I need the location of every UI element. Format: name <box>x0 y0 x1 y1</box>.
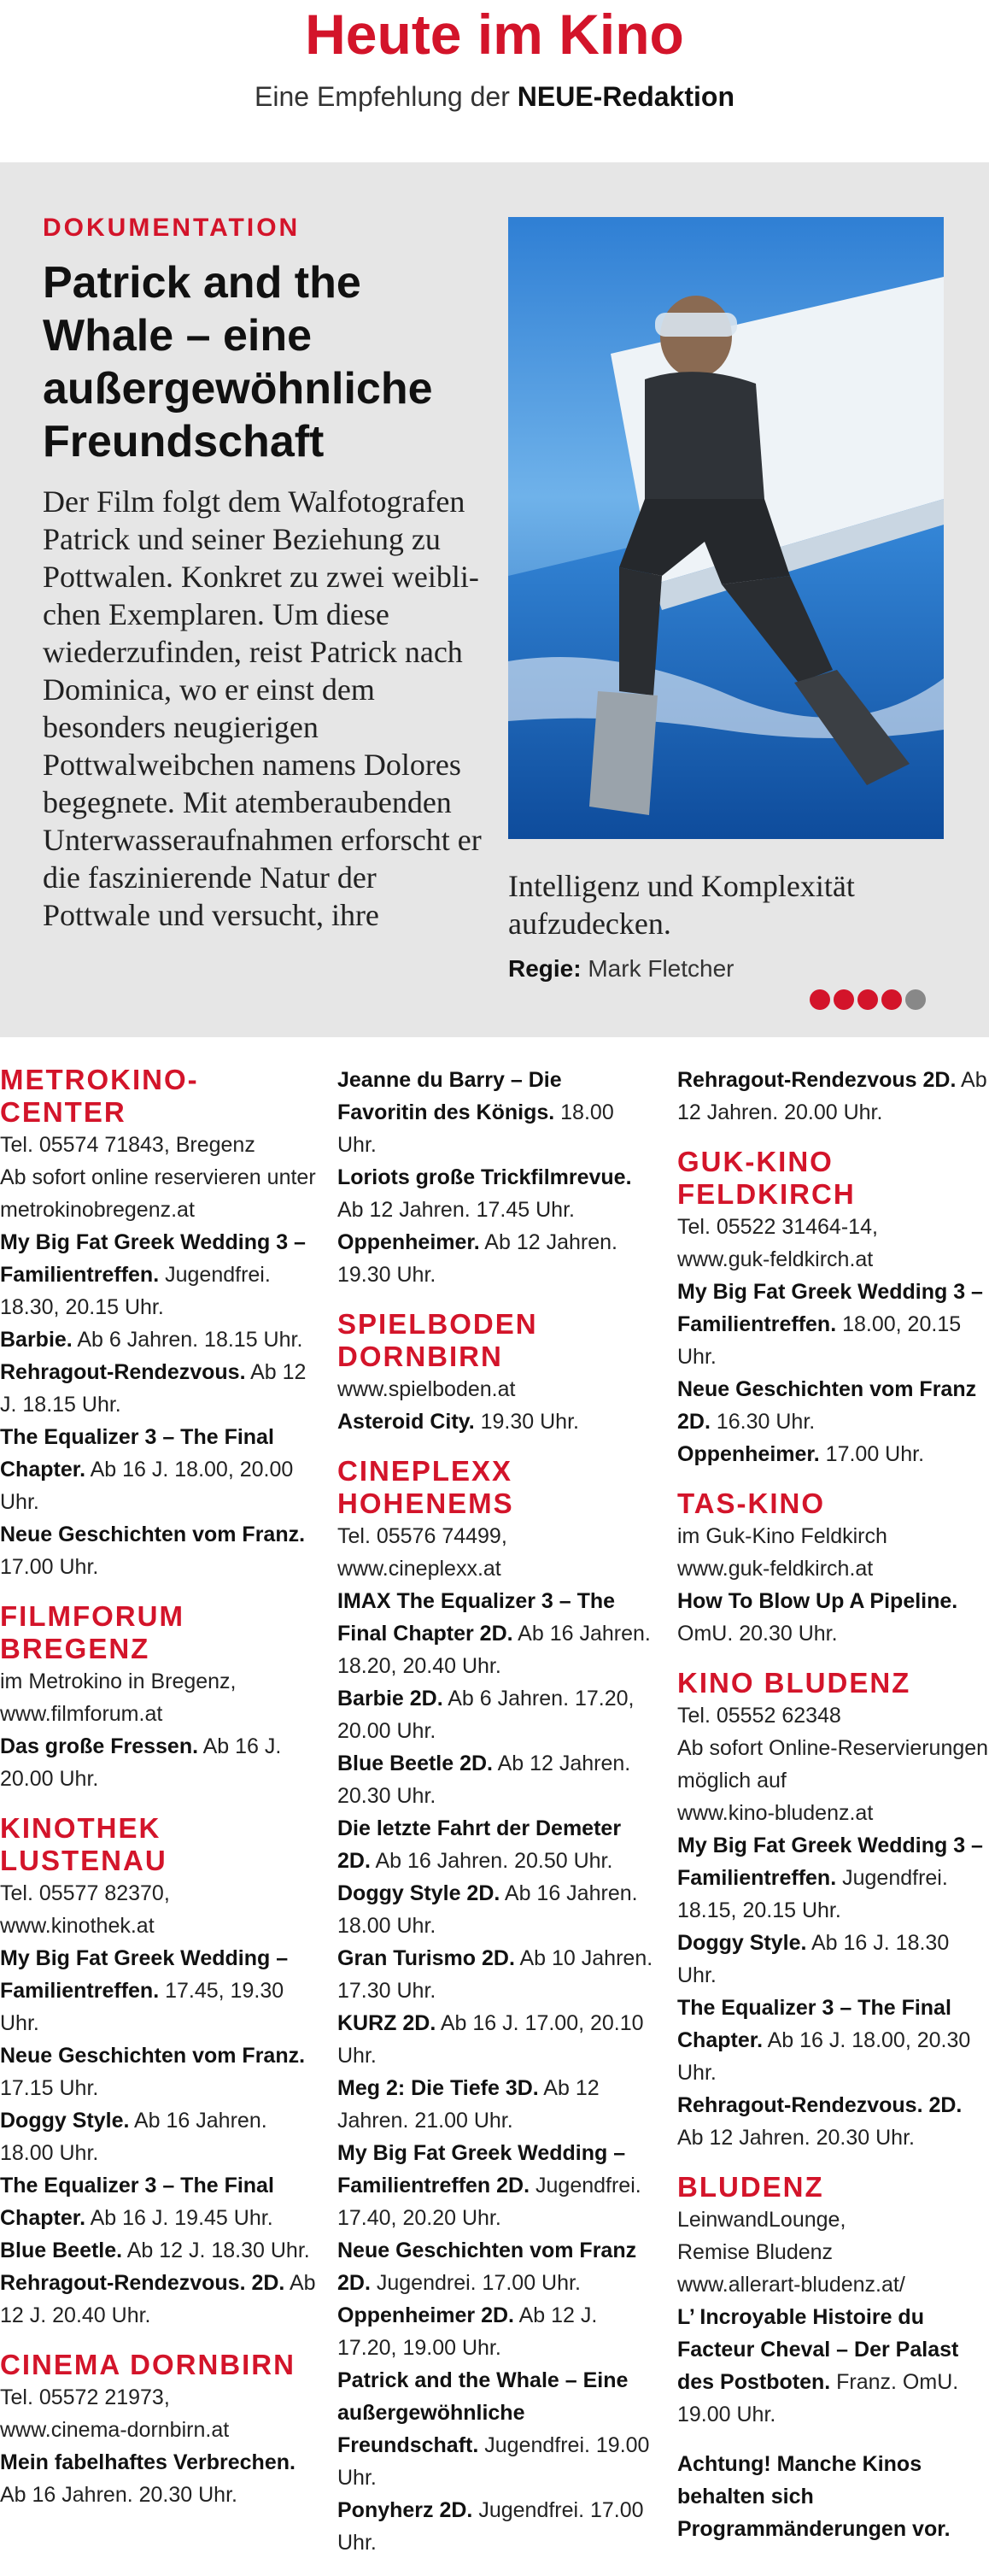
film-entry <box>337 1747 653 1812</box>
feature-body-left: Der Film folgt dem Walfotografen Patrick und seiner Beziehung zu Pottwalen. Konkret zu zwei weiblichen Exemplaren. Um diese wiederzufinden, reist Patrick nach Dominica, wo er einst dem besonders neugierigen Pottwalweibchen namens Dolores begegnete. Mit atemberaubenden Unterwasseraufnahmen erforscht er die faszinierende Natur der Pottwale und versucht, ihre <box>43 484 482 932</box>
cinema-name: SPIELBODEN DORNBIRN <box>337 1308 538 1372</box>
cinema-name: CINEPLEXX HOHENEMS <box>337 1455 514 1519</box>
cinema-name: TAS-KINO <box>677 1488 826 1519</box>
rating-dot-filled <box>881 989 902 1010</box>
cinema-info: Ab sofort online reservieren unter metrokinobregenz.at <box>0 1165 316 1222</box>
feature-box <box>0 162 989 1037</box>
cinema-block <box>337 1064 653 1291</box>
film-entry <box>0 1421 320 1518</box>
film-entry <box>677 2089 989 2154</box>
cinema-info: Tel. 05576 74499, <box>337 1524 507 1548</box>
film-details: 17.45, 19.30 Uhr. <box>0 1979 284 2035</box>
feature-headline: Patrick and the Whale – eine außergewöhnliche Freundschaft <box>43 258 433 466</box>
page-title: Heute im Kino <box>305 3 684 66</box>
film-details: Ab 12 J. 17.20, 19.00 Uhr. <box>337 2303 598 2360</box>
cinema-info: im Guk-Kino Feldkirch <box>677 1524 887 1548</box>
film-entry <box>677 2301 989 2431</box>
cinema-block <box>677 1667 989 2154</box>
cinema-block <box>0 1064 320 1583</box>
film-title: Neue Geschichten vom Franz 2D. <box>337 2239 637 2295</box>
page-subtitle <box>0 81 989 113</box>
cinema-name: CINEMA DORNBIRN <box>0 2349 296 2380</box>
film-details: 19.30 Uhr. <box>480 1410 579 1434</box>
film-details: Jugendfrei. 17.00 Uhr. <box>337 2498 644 2555</box>
film-details: 17.00 Uhr. <box>825 1442 925 1466</box>
film-details: Jugendfrei. 18.30, 20.15 Uhr. <box>0 1263 271 1319</box>
cinema-info: LeinwandLounge, <box>677 2208 846 2232</box>
film-title: Neue Geschichten vom Franz. <box>0 1523 306 1546</box>
film-entry <box>0 1323 320 1356</box>
film-title: The Equalizer 3 – The Final Chapter. <box>677 1996 951 2052</box>
diver-photo-image <box>508 217 944 839</box>
film-title: How To Blow Up A Pipeline. <box>677 1589 958 1613</box>
listing-column-3 <box>677 1064 989 2545</box>
film-details: Ab 16 Jahren. 20.50 Uhr. <box>375 1849 613 1873</box>
film-details: 18.00 Uhr. <box>337 1100 614 1157</box>
film-entry <box>337 2072 653 2137</box>
film-details: 18.00, 20.15 Uhr. <box>677 1312 962 1369</box>
film-title: Gran Turismo 2D. <box>337 1946 515 1970</box>
rating-dot-filled <box>834 989 854 1010</box>
film-entry <box>337 1064 653 1161</box>
film-title: Neue Geschichten vom Franz 2D. <box>677 1377 977 1434</box>
diver-photo <box>508 217 944 839</box>
film-title: The Equalizer 3 – The Final Chapter. <box>0 2174 274 2230</box>
film-entry <box>677 1438 989 1470</box>
film-title: Rehragout-Rendezvous. <box>0 1360 246 1384</box>
film-details: 16.30 Uhr. <box>716 1410 816 1434</box>
film-entry <box>677 1992 989 2089</box>
feature-category: DOKUMENTATION <box>43 214 301 242</box>
film-entry <box>337 2007 653 2072</box>
film-details: Ab 16 J. 20.00 Uhr. <box>0 1734 282 1791</box>
film-entry <box>337 1161 653 1226</box>
film-title: IMAX The Equalizer 3 – The Final Chapter 2D. <box>337 1589 616 1646</box>
film-entry <box>337 1942 653 2007</box>
film-details: Ab 16 J. 18.30 Uhr. <box>677 1931 950 1987</box>
cinema-info: www.cinema-dornbirn.at <box>0 2418 230 2442</box>
film-details: Ab 16 J. 18.00, 20.00 Uhr. <box>0 1458 294 1514</box>
cinema-info: www.filmforum.at <box>0 1702 163 1726</box>
film-details: Ab 12 Jahren. 17.45 Uhr. <box>337 1198 575 1222</box>
film-title: Ponyherz 2D. <box>337 2498 473 2522</box>
film-details: Ab 12 Jahren. 20.30 Uhr. <box>337 1752 631 1808</box>
film-details: Ab 12 Jahren. 21.00 Uhr. <box>337 2076 600 2133</box>
film-details: Ab 16 Jahren. 18.00 Uhr. <box>337 1881 638 1938</box>
film-entry <box>677 1585 989 1650</box>
film-details: Ab 12 J. 18.30 Uhr. <box>126 2239 310 2262</box>
film-title: Oppenheimer. <box>677 1442 820 1466</box>
film-details: Ab 16 Jahren. 18.00 Uhr. <box>0 2109 267 2165</box>
page-header <box>0 0 989 158</box>
cinema-block <box>0 1812 320 2332</box>
film-entry <box>337 1812 653 1877</box>
film-entry <box>337 2234 653 2299</box>
film-entry <box>0 1518 320 1583</box>
film-details: Ab 6 Jahren. 18.15 Uhr. <box>77 1328 303 1352</box>
cinema-name: FILMFORUM BREGENZ <box>0 1600 184 1664</box>
film-entry <box>0 2234 320 2267</box>
director-name: Mark Fletcher <box>588 955 734 982</box>
film-details: Jugendfrei. 18.15, 20.15 Uhr. <box>677 1866 948 1922</box>
film-title: Asteroid City. <box>337 1410 475 1434</box>
film-title: My Big Fat Greek Wedding 3 – Familientreffen. <box>677 1834 983 1890</box>
film-details: Ab 12 Jahren. 19.30 Uhr. <box>337 1230 617 1287</box>
cinema-name: KINO BLUDENZ <box>677 1667 911 1699</box>
cinema-block <box>337 1308 653 1438</box>
film-entry <box>0 1226 320 1323</box>
cinema-info: Tel. 05574 71843, Bregenz <box>0 1133 255 1157</box>
cinema-info: Remise Bludenz <box>677 2240 834 2264</box>
director-label: Regie: <box>508 955 582 982</box>
subtitle-prefix: Eine Empfehlung der <box>255 81 518 112</box>
film-details: Ab 6 Jahren. 17.20, 20.00 Uhr. <box>337 1687 635 1743</box>
film-details: Ab 12 Jahren. 20.00 Uhr. <box>677 1068 987 1124</box>
film-title: Doggy Style. <box>677 1931 807 1955</box>
listing-column-2 <box>337 1064 653 2576</box>
film-entry <box>0 2039 320 2104</box>
film-title: The Equalizer 3 – The Final Chapter. <box>0 1425 274 1482</box>
film-title: Patrick and the Whale – Eine außergewöhnliche Freundschaft. <box>337 2368 629 2457</box>
film-title: My Big Fat Greek Wedding 3 – Familientreffen. <box>0 1230 306 1287</box>
film-details: Ab 12 J. 18.15 Uhr. <box>0 1360 307 1417</box>
film-entry <box>0 2446 320 2511</box>
film-entry <box>0 2104 320 2169</box>
film-title: Meg 2: Die Tiefe 3D. <box>337 2076 539 2100</box>
listing-column-1 <box>0 1064 320 2528</box>
film-details: Ab 16 J. 18.00, 20.30 Uhr. <box>677 2028 971 2085</box>
film-title: KURZ 2D. <box>337 2011 436 2035</box>
cinema-block <box>677 1146 989 1470</box>
film-entry <box>337 2299 653 2364</box>
film-title: Doggy Style 2D. <box>337 1881 500 1905</box>
film-title: Doggy Style. <box>0 2109 130 2133</box>
cinema-listings <box>0 1064 989 2555</box>
program-change-notice: Achtung! Manche Kinos behalten sich Programmänderungen vor. <box>677 2452 951 2541</box>
film-entry <box>337 1877 653 1942</box>
rating-dot-filled <box>810 989 830 1010</box>
film-title: Das große Fressen. <box>0 1734 199 1758</box>
film-entry <box>337 2364 653 2494</box>
cinema-info: Tel. 05522 31464-14, <box>677 1215 878 1239</box>
cinema-name: BLUDENZ <box>677 2171 824 2203</box>
film-entry <box>677 1276 989 1373</box>
cinema-info: www.guk-feldkirch.at <box>677 1557 874 1581</box>
film-details: 17.00 Uhr. <box>0 1555 99 1579</box>
cinema-info: www.kinothek.at <box>0 1914 155 1938</box>
film-entry <box>337 1585 653 1682</box>
film-details: Ab 10 Jahren. 17.30 Uhr. <box>337 1946 653 2003</box>
film-details: Ab 12 J. 20.40 Uhr. <box>0 2271 316 2327</box>
film-title: Die letzte Fahrt der Demeter 2D. <box>337 1816 622 1873</box>
film-entry <box>337 1405 653 1438</box>
film-title: Loriots große Trickfilmrevue. <box>337 1165 632 1189</box>
film-entry <box>677 1829 989 1927</box>
cinema-info: Ab sofort Online-Reservierungen möglich auf <box>677 1736 989 1793</box>
film-entry <box>677 1373 989 1438</box>
film-entry <box>677 1927 989 1992</box>
film-title: Rehragout-Rendezvous. 2D. <box>677 2093 963 2117</box>
cinema-info: www.cineplexx.at <box>337 1557 501 1581</box>
cinema-block <box>677 1064 989 1129</box>
film-title: Barbie. <box>0 1328 73 1352</box>
feature-body-right: Intelligenz und Komplexität aufzudecken. <box>508 869 855 941</box>
film-title: Rehragout-Rendezvous. 2D. <box>0 2271 285 2295</box>
cinema-block <box>677 2171 989 2431</box>
cinema-info: Tel. 05572 21973, <box>0 2385 170 2409</box>
film-title: Rehragout-Rendezvous 2D. <box>677 1068 957 1092</box>
rating-dot-empty <box>905 989 926 1010</box>
film-entry <box>0 1356 320 1421</box>
cinema-name: METROKINO-CENTER <box>0 1064 199 1128</box>
film-title: Barbie 2D. <box>337 1687 443 1710</box>
film-details: Jugendfrei. 17.40, 20.20 Uhr. <box>337 2174 641 2230</box>
film-title: My Big Fat Greek Wedding – Familientreffen 2D. <box>337 2141 626 2198</box>
cinema-block <box>677 1488 989 1650</box>
film-details: Jugendrei. 17.00 Uhr. <box>376 2271 581 2295</box>
cinema-info: www.spielboden.at <box>337 1377 516 1401</box>
film-details: Franz. OmU. 19.00 Uhr. <box>677 2370 959 2426</box>
film-title: Blue Beetle. <box>0 2239 123 2262</box>
film-title: Blue Beetle 2D. <box>337 1752 494 1775</box>
film-details: Jugendfrei. 19.00 Uhr. <box>337 2433 650 2490</box>
film-entry <box>337 2494 653 2559</box>
film-title: Oppenheimer 2D. <box>337 2303 514 2327</box>
cinema-info: im Metrokino in Bregenz, <box>0 1669 237 1693</box>
film-title: My Big Fat Greek Wedding 3 – Familientreffen. <box>677 1280 983 1336</box>
cinema-block <box>0 1600 320 1795</box>
film-title: L’ Incroyable Histoire du Facteur Cheval – Der Palast des Postboten. <box>677 2305 959 2394</box>
subtitle-brand: NEUE-Redaktion <box>517 81 734 112</box>
film-details: Ab 16 Jahren. 20.30 Uhr. <box>0 2483 237 2507</box>
cinema-name: GUK-KINO FELDKIRCH <box>677 1146 856 1210</box>
rating-dots <box>810 989 926 1010</box>
film-entry <box>337 1226 653 1291</box>
cinema-info: www.kino-bludenz.at <box>677 1801 874 1825</box>
rating-dot-filled <box>857 989 878 1010</box>
cinema-info: www.allerart-bludenz.at/ <box>677 2273 905 2297</box>
film-details: Ab 16 J. 17.00, 20.10 Uhr. <box>337 2011 644 2068</box>
film-entry <box>0 2169 320 2234</box>
film-title: Jeanne du Barry – Die Favoritin des Königs. <box>337 1068 562 1124</box>
cinema-info: www.guk-feldkirch.at <box>677 1247 874 1271</box>
film-entry <box>337 1682 653 1747</box>
feature-credits <box>508 955 734 983</box>
film-entry <box>677 1064 989 1129</box>
film-details: 17.15 Uhr. <box>0 2076 99 2100</box>
film-details: Ab 16 Jahren. 18.20, 20.40 Uhr. <box>337 1622 651 1678</box>
film-title: Oppenheimer. <box>337 1230 480 1254</box>
cinema-block <box>0 2349 320 2511</box>
film-details: Ab 12 Jahren. 20.30 Uhr. <box>677 2126 915 2150</box>
cinema-name: KINOTHEK LUSTENAU <box>0 1812 167 1876</box>
film-title: Mein fabelhaftes Verbrechen. <box>0 2450 296 2474</box>
film-entry <box>337 2137 653 2234</box>
film-entry <box>0 1942 320 2039</box>
cinema-block <box>337 1455 653 2559</box>
film-title: My Big Fat Greek Wedding – Familientreffen. <box>0 1946 289 2003</box>
film-entry <box>0 2267 320 2332</box>
cinema-info: Tel. 05552 62348 <box>677 1704 841 1728</box>
film-details: Ab 16 J. 19.45 Uhr. <box>90 2206 273 2230</box>
film-title: Neue Geschichten vom Franz. <box>0 2044 306 2068</box>
cinema-info: Tel. 05577 82370, <box>0 1881 170 1905</box>
film-entry <box>0 1730 320 1795</box>
film-details: OmU. 20.30 Uhr. <box>677 1622 838 1646</box>
